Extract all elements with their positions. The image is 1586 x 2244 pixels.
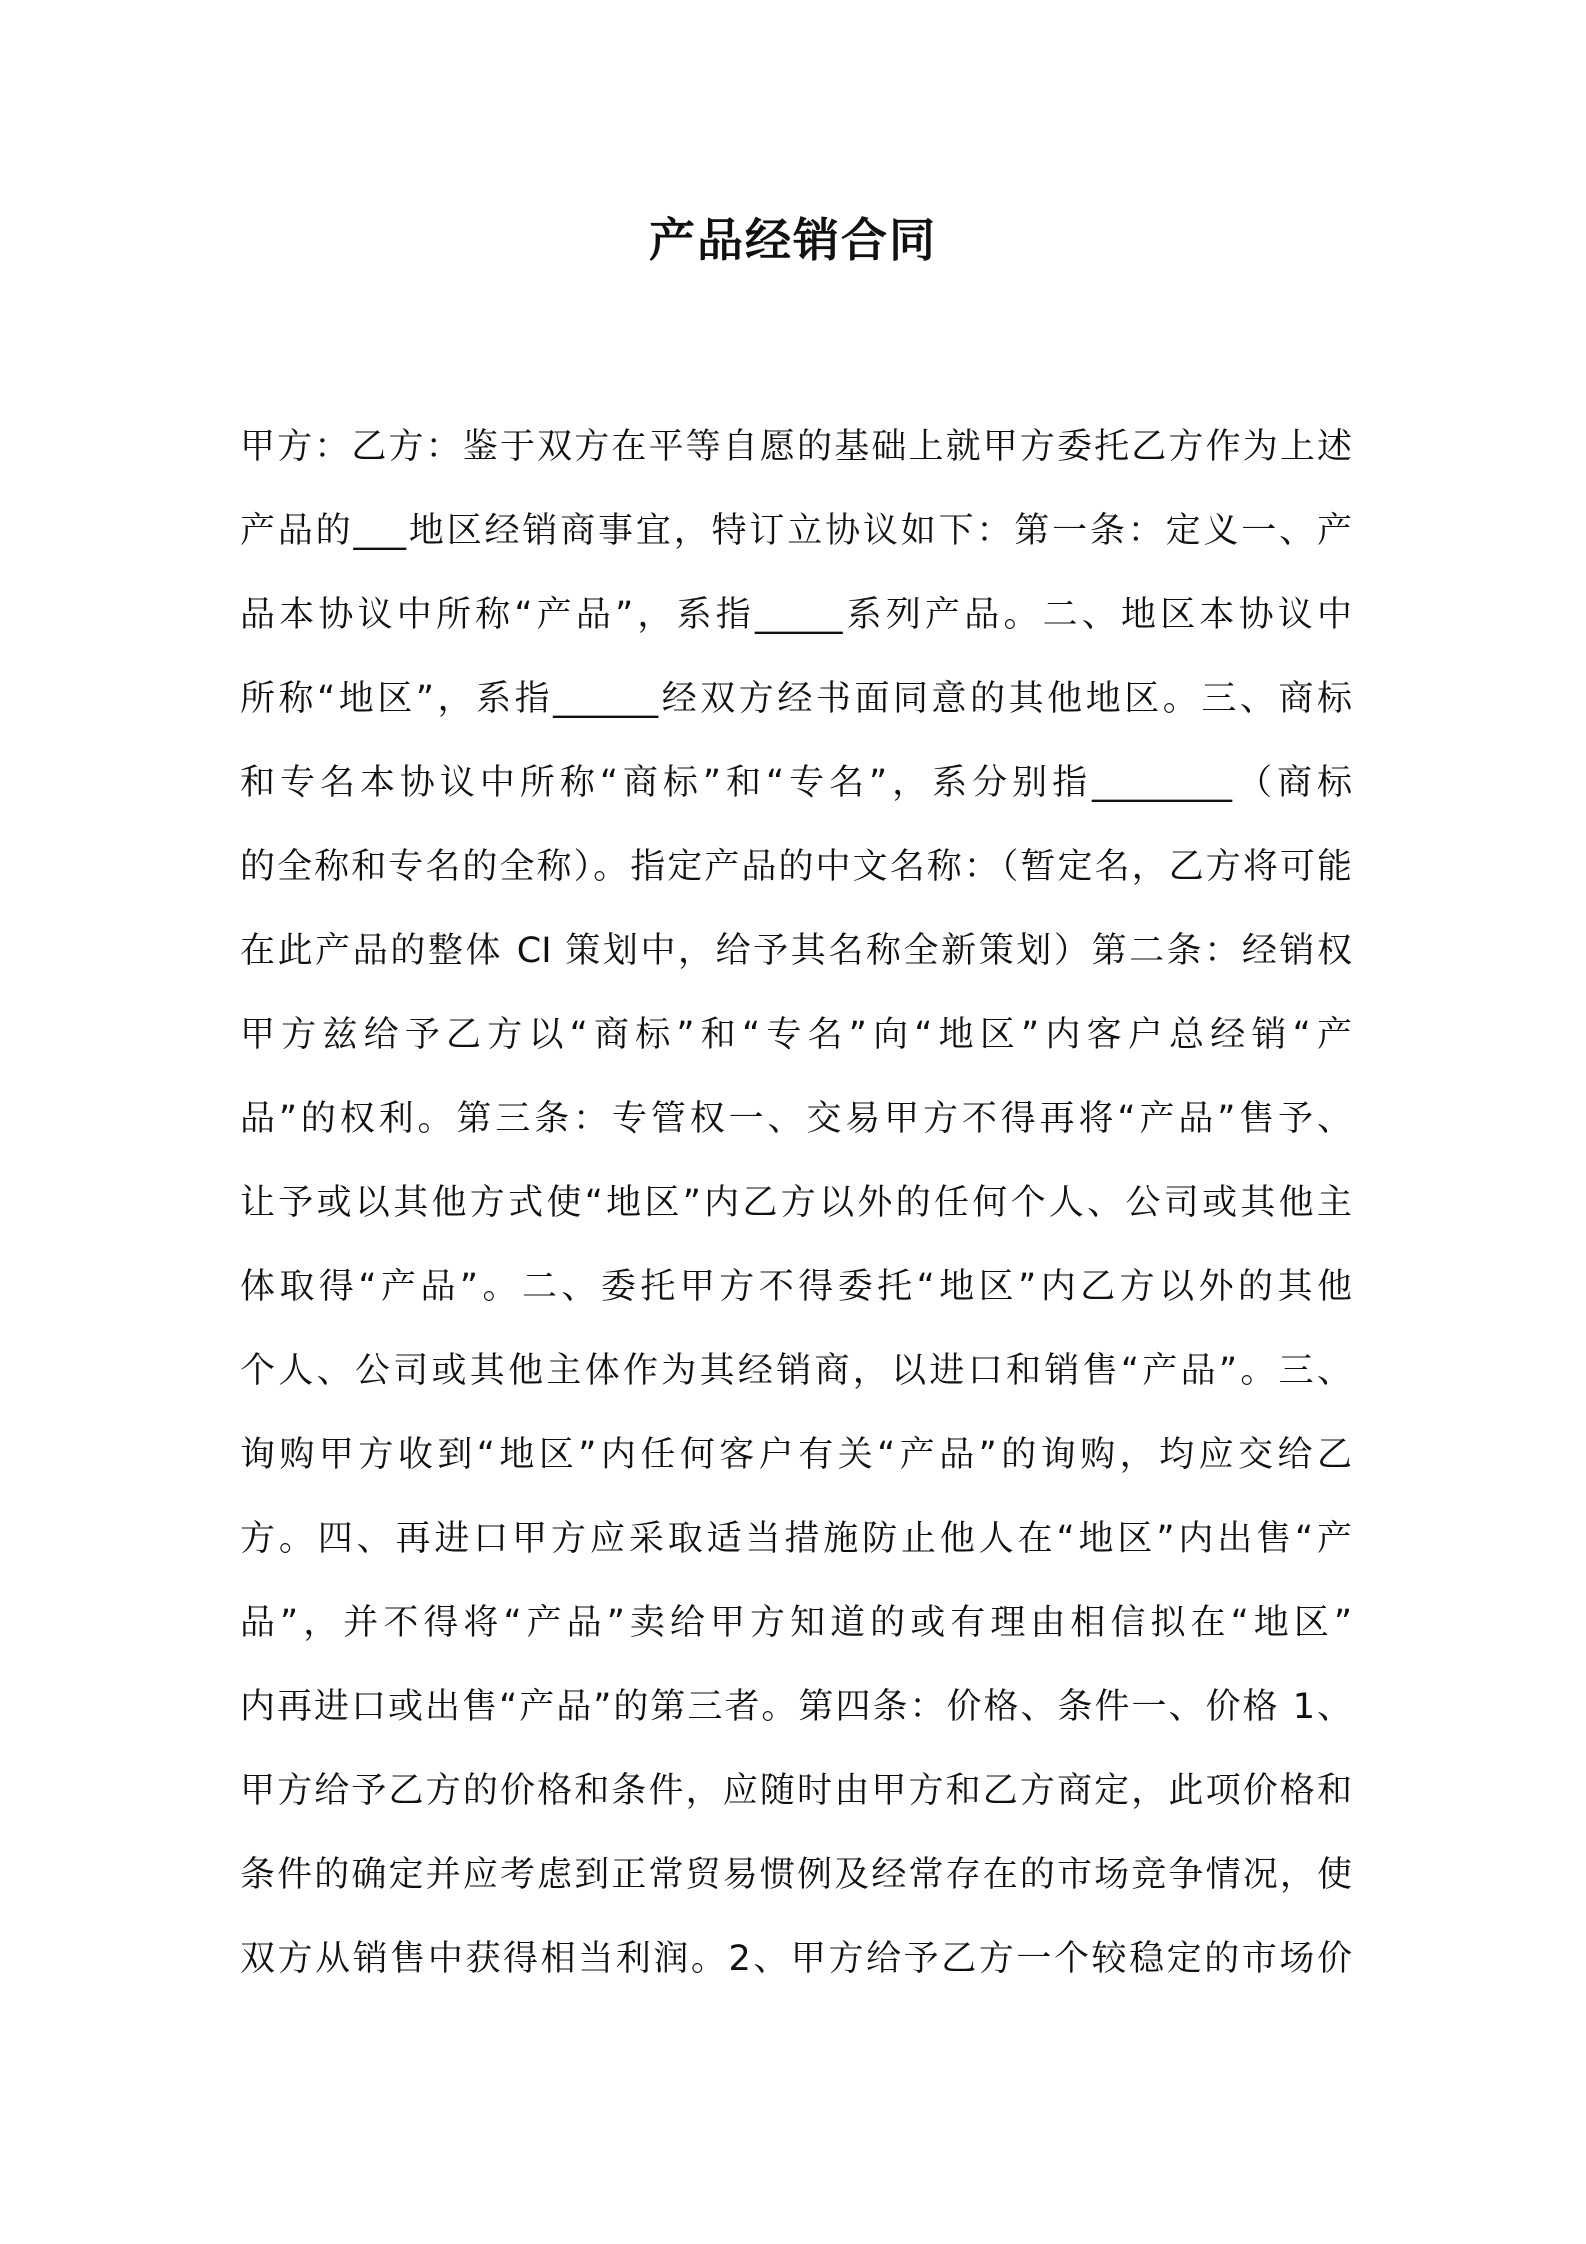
body-line: 在此产品的整体 CI 策划中，给予其名称全新策划）第二条：经销权 [240,931,1352,971]
body-line: 体取得“产品”。二、委托甲方不得委托“地区”内乙方以外的其他 [240,1267,1352,1307]
body-line: 双方从销售中获得相当利润。2、甲方给予乙方一个较稳定的市场价 [240,1939,1352,1979]
body-line: 甲方：乙方：鉴于双方在平等自愿的基础上就甲方委托乙方作为上述 [240,427,1352,467]
body-line: 内再进口或出售“产品”的第三者。第四条：价格、条件一、价格 1、 [240,1687,1352,1727]
document-body [240,405,1352,2001]
body-line: 的全称和专名的全称）。指定产品的中文名称：（暂定名，乙方将可能 [240,847,1352,887]
body-line: 所称“地区”，系指______经双方经书面同意的其他地区。三、商标 [240,679,1352,719]
body-line: 个人、公司或其他主体作为其经销商，以进口和销售“产品”。三、 [240,1351,1352,1391]
body-line: 品本协议中所称“产品”，系指_____系列产品。二、地区本协议中 [240,595,1352,635]
body-line: 品”的权利。第三条：专管权一、交易甲方不得再将“产品”售予、 [240,1099,1352,1139]
body-line: 方。四、再进口甲方应采取适当措施防止他人在“地区”内出售“产 [240,1519,1352,1559]
body-line: 条件的确定并应考虑到正常贸易惯例及经常存在的市场竞争情况，使 [240,1855,1352,1895]
document-title: 产品经销合同 [649,213,937,267]
body-line: 和专名本协议中所称“商标”和“专名”，系分别指________（商标 [240,763,1353,803]
body-line: 让予或以其他方式使“地区”内乙方以外的任何个人、公司或其他主 [240,1183,1352,1223]
body-line: 询购甲方收到“地区”内任何客户有关“产品”的询购，均应交给乙 [240,1435,1352,1475]
body-line: 甲方给予乙方的价格和条件，应随时由甲方和乙方商定，此项价格和 [240,1771,1352,1811]
body-line: 品”，并不得将“产品”卖给甲方知道的或有理由相信拟在“地区” [240,1603,1352,1643]
body-line: 甲方兹给予乙方以“商标”和“专名”向“地区”内客户总经销“产 [240,1015,1352,1055]
body-line: 产品的___地区经销商事宜，特订立协议如下：第一条：定义一、产 [240,511,1352,551]
